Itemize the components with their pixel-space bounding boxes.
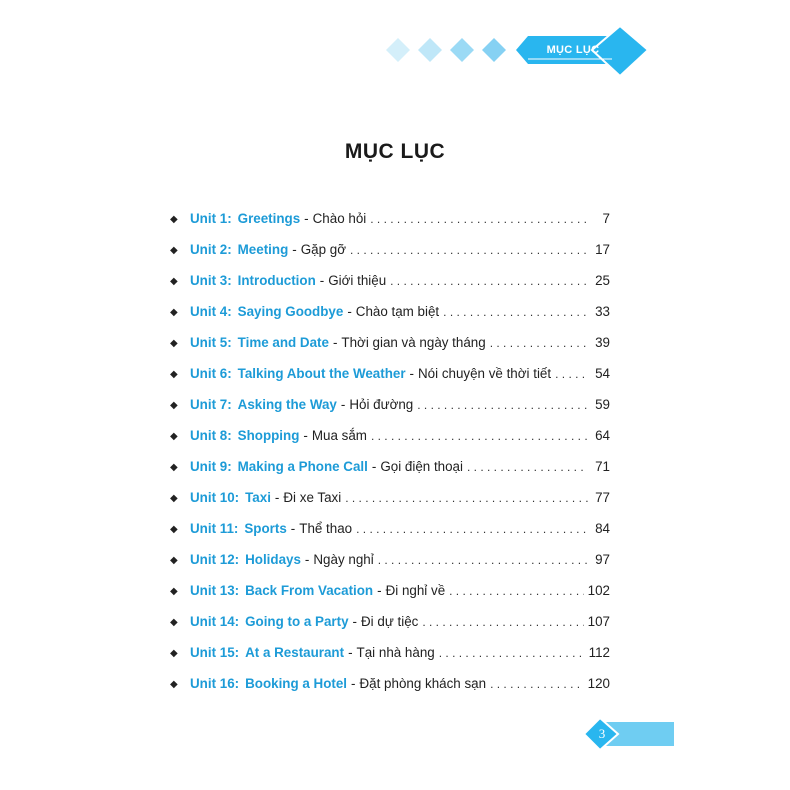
unit-title: Sports [244,521,287,536]
header-decoration [0,0,790,100]
entry-page-number: 33 [595,304,610,319]
unit-title: Time and Date [237,335,329,350]
vietnamese-title: Mua sắm [311,428,367,443]
unit-title: Booking a Hotel [245,676,348,691]
entry-page-number: 17 [595,242,610,257]
dot-leader [417,398,588,412]
toc-entry[interactable] [170,521,610,552]
toc-entry[interactable] [170,366,610,397]
vietnamese-title: Thời gian và ngày tháng [341,335,486,350]
toc-entry[interactable] [170,304,610,335]
diamond-bullet-icon: ◆ [170,400,178,411]
separator-dash: - [292,242,297,257]
dot-leader [345,491,588,505]
diamond-bullet-icon: ◆ [170,338,178,349]
vietnamese-title: Gặp gỡ [300,242,346,257]
diamond-bullet-icon: ◆ [170,462,178,473]
toc-entry[interactable] [170,583,610,614]
unit-number: Unit 11: [190,521,239,536]
dot-leader [371,429,588,443]
unit-number: Unit 13: [190,583,240,598]
unit-number: Unit 8: [190,428,232,443]
dot-leader [370,212,588,226]
diamond-icon [386,38,410,62]
diamond-bullet-icon: ◆ [170,431,178,442]
separator-dash: - [304,211,309,226]
unit-title: At a Restaurant [245,645,345,660]
entry-page-number: 102 [587,583,610,598]
unit-number: Unit 3: [190,273,232,288]
unit-title: Going to a Party [245,614,349,629]
toc-entry[interactable] [170,428,610,459]
separator-dash: - [340,397,346,412]
vietnamese-title: Giới thiệu [328,273,387,288]
separator-dash: - [409,366,415,381]
entry-page-number: 112 [588,645,610,660]
diamond-icon [482,38,506,62]
dot-leader [490,336,588,350]
vietnamese-title: Gọi điện thoại [380,459,463,474]
entry-page-number: 120 [587,676,610,691]
separator-dash: - [352,614,357,629]
diamond-icon [450,38,474,62]
vietnamese-title: Chào hỏi [312,211,367,226]
unit-number: Unit 10: [190,490,240,505]
diamond-bullet-icon: ◆ [170,245,178,256]
page-title: MỤC LỤC [344,140,446,163]
dot-leader [443,305,588,319]
unit-title: Holidays [245,552,301,567]
entry-page-number: 39 [595,335,610,350]
separator-dash: - [347,304,352,319]
unit-number: Unit 6: [190,366,232,381]
entry-page-number: 97 [595,552,610,567]
unit-number: Unit 14: [190,614,240,629]
entry-page-number: 71 [595,459,610,474]
toc-entry[interactable] [170,645,610,676]
toc-entry[interactable] [170,273,610,304]
dot-leader [390,274,588,288]
unit-title: Introduction [237,273,316,288]
unit-number: Unit 1: [190,211,232,226]
vietnamese-title: Chào tạm biệt [355,304,440,319]
toc-entry[interactable] [170,552,610,583]
separator-dash: - [371,459,377,474]
diamond-icon [418,38,442,62]
vietnamese-title: Thể thao [299,521,353,536]
separator-dash: - [351,676,356,691]
unit-title: Asking the Way [237,397,337,412]
separator-dash: - [274,490,280,505]
toc-entry[interactable] [170,242,610,273]
dot-leader [356,522,588,536]
unit-title: Back From Vacation [245,583,374,598]
entry-page-number: 7 [602,211,610,226]
separator-dash: - [290,521,296,536]
diamond-bullet-icon: ◆ [170,679,178,690]
unit-title: Taxi [245,490,271,505]
unit-number: Unit 5: [190,335,232,350]
diamond-bullet-icon: ◆ [170,276,178,287]
vietnamese-title: Hỏi đường [349,397,414,412]
separator-dash: - [304,552,310,567]
vietnamese-title: Đi xe Taxi [283,490,342,505]
unit-number: Unit 16: [190,676,240,691]
toc-entry[interactable] [170,490,610,521]
diamond-bullet-icon: ◆ [170,648,178,659]
vietnamese-title: Ngày nghỉ [313,552,374,567]
unit-title: Greetings [237,211,301,226]
toc-entry[interactable] [170,676,610,707]
diamond-bullet-icon: ◆ [170,524,178,535]
entry-page-number: 25 [595,273,610,288]
unit-number: Unit 12: [190,552,240,567]
dot-leader [422,615,583,629]
vietnamese-title: Đi dự tiệc [361,614,419,629]
page-number: 3 [598,726,606,741]
table-of-contents [170,211,610,707]
unit-number: Unit 2: [190,242,232,257]
toc-entry[interactable] [170,335,610,366]
separator-dash: - [319,273,325,288]
unit-number: Unit 4: [190,304,232,319]
toc-entry[interactable] [170,459,610,490]
separator-dash: - [377,583,382,598]
unit-number: Unit 7: [190,397,232,412]
vietnamese-title: Nói chuyện về thời tiết [418,366,552,381]
toc-entry[interactable] [170,397,610,428]
header-label: MỤC LỤC [546,44,600,56]
dot-leader [555,367,588,381]
unit-title: Talking About the Weather [237,366,406,381]
unit-title: Making a Phone Call [237,459,368,474]
diamond-bullet-icon: ◆ [170,617,178,628]
diamond-bullet-icon: ◆ [170,493,178,504]
entry-page-number: 64 [595,428,610,443]
dot-leader [490,677,584,691]
toc-entry[interactable] [170,211,610,242]
vietnamese-title: Tại nhà hàng [356,645,435,660]
diamond-bullet-icon: ◆ [170,214,178,225]
unit-number: Unit 9: [190,459,232,474]
unit-title: Saying Goodbye [237,304,344,319]
entry-page-number: 77 [595,490,610,505]
dot-leader [467,460,588,474]
diamond-bullet-icon: ◆ [170,555,178,566]
dot-leader [439,646,585,660]
dot-leader [378,553,588,567]
toc-entry[interactable] [170,614,610,645]
diamond-bullet-icon: ◆ [170,307,178,318]
entry-page-number: 84 [595,521,610,536]
entry-page-number: 59 [595,397,610,412]
unit-title: Shopping [237,428,300,443]
separator-dash: - [348,645,353,660]
unit-number: Unit 15: [190,645,240,660]
dot-leader [350,243,588,257]
unit-title: Meeting [237,242,289,257]
separator-dash: - [303,428,308,443]
separator-dash: - [332,335,338,350]
vietnamese-title: Đi nghỉ về [385,583,446,598]
diamond-bullet-icon: ◆ [170,369,178,380]
vietnamese-title: Đặt phòng khách sạn [359,676,487,691]
entry-page-number: 107 [587,614,610,629]
dot-leader [449,584,584,598]
diamond-bullet-icon: ◆ [170,586,178,597]
entry-page-number: 54 [595,366,610,381]
